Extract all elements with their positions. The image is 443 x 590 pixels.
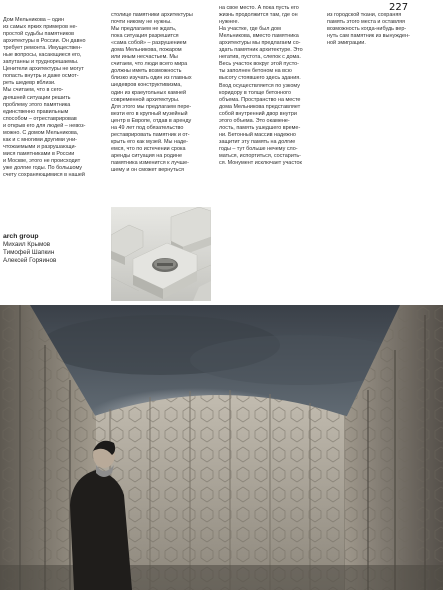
text-column-3: на свое место. А пока пусть его жизнь продолжится там, где он нужнее. На участке, где был дом Мельникова, вместо памятника архитектуры мы предлагаем со- здать памятник архитектуре. Это негатив, пустота, слепок с дома. Весь участок вокруг этой пусто- ты заполнен бетоном на всю высоту стоявшего здесь здания. Вход осуществляется по узкому коридору в толще бетонного объема. Пространство на месте дома Мельникова представляет собой внутренний двор внутри этого объема. Это окамене- лость, память ушедшего време- ни. Бетонный массив надежно защитит эту память на долгие годы – тут больше нечему сло- маться, испортиться, состарить- ся. Монумент исключает участок (219, 5, 303, 167)
credits-person: Тимофей Шапкин (3, 249, 55, 257)
credits-group-name: arch group (3, 233, 39, 240)
architectural-model-image (111, 207, 211, 301)
page-number: 227 (389, 2, 409, 13)
credits-person: Алексей Горяинов (3, 257, 57, 265)
credits-person: Михаил Крымов (3, 241, 51, 248)
project-credits (3, 232, 103, 266)
text-column-2: столице памятники архитектуры почти никому не нужны. Мы предлагаем не ждать, пока ситуация разрешится «сама собой» – разрушением дома Мельникова, пожаром или иным несчастьем. Мы считаем, что люди всего мира должны иметь возможность близко изучать один из главных шедевров конструктивизма, один из краеугольных камней современной архитектуры. Для этого мы предлагаем пере- везти его в крупный музейный центр в Европе, отдав в аренду на 49 лет под обязательство реставрировать памятник и от- крыть его как музей. Мы наде- емся, что по истечении срока аренды ситуация на родине памятника изменится к лучше- шему и он сможет вернуться (111, 12, 193, 174)
text-column-1: Дом Мельникова – один из самых ярких примеров не- простой судьбы памятников архитектуры в России. Он давно требует ремонта. Имуществен- ные вопросы, касающиеся его, запутанны и труднорешаемы. Ценители архитектуры не могут попасть внутрь и даже осмот- реть шедевр вблизи. Мы считаем, что в сего- дняшней ситуации решить проблему этого памятника единственно правильным способом – отреставрировав и открыв его для людей – невоз- можно. С домом Мельникова, как и с многими другими уни- чтожаемыми и разрушающи- мися памятниками в России и Москве, этого не происходит уже долгие годы. По большому счету сохраняющимися в нашей (3, 17, 86, 179)
courtyard-photograph (0, 305, 443, 590)
text-column-4: из городской ткани, сохраняя память этого места и оставляя возможность когда-нибудь вер- нуть сам памятник из вынужден- ной эмиграции. (327, 12, 410, 47)
